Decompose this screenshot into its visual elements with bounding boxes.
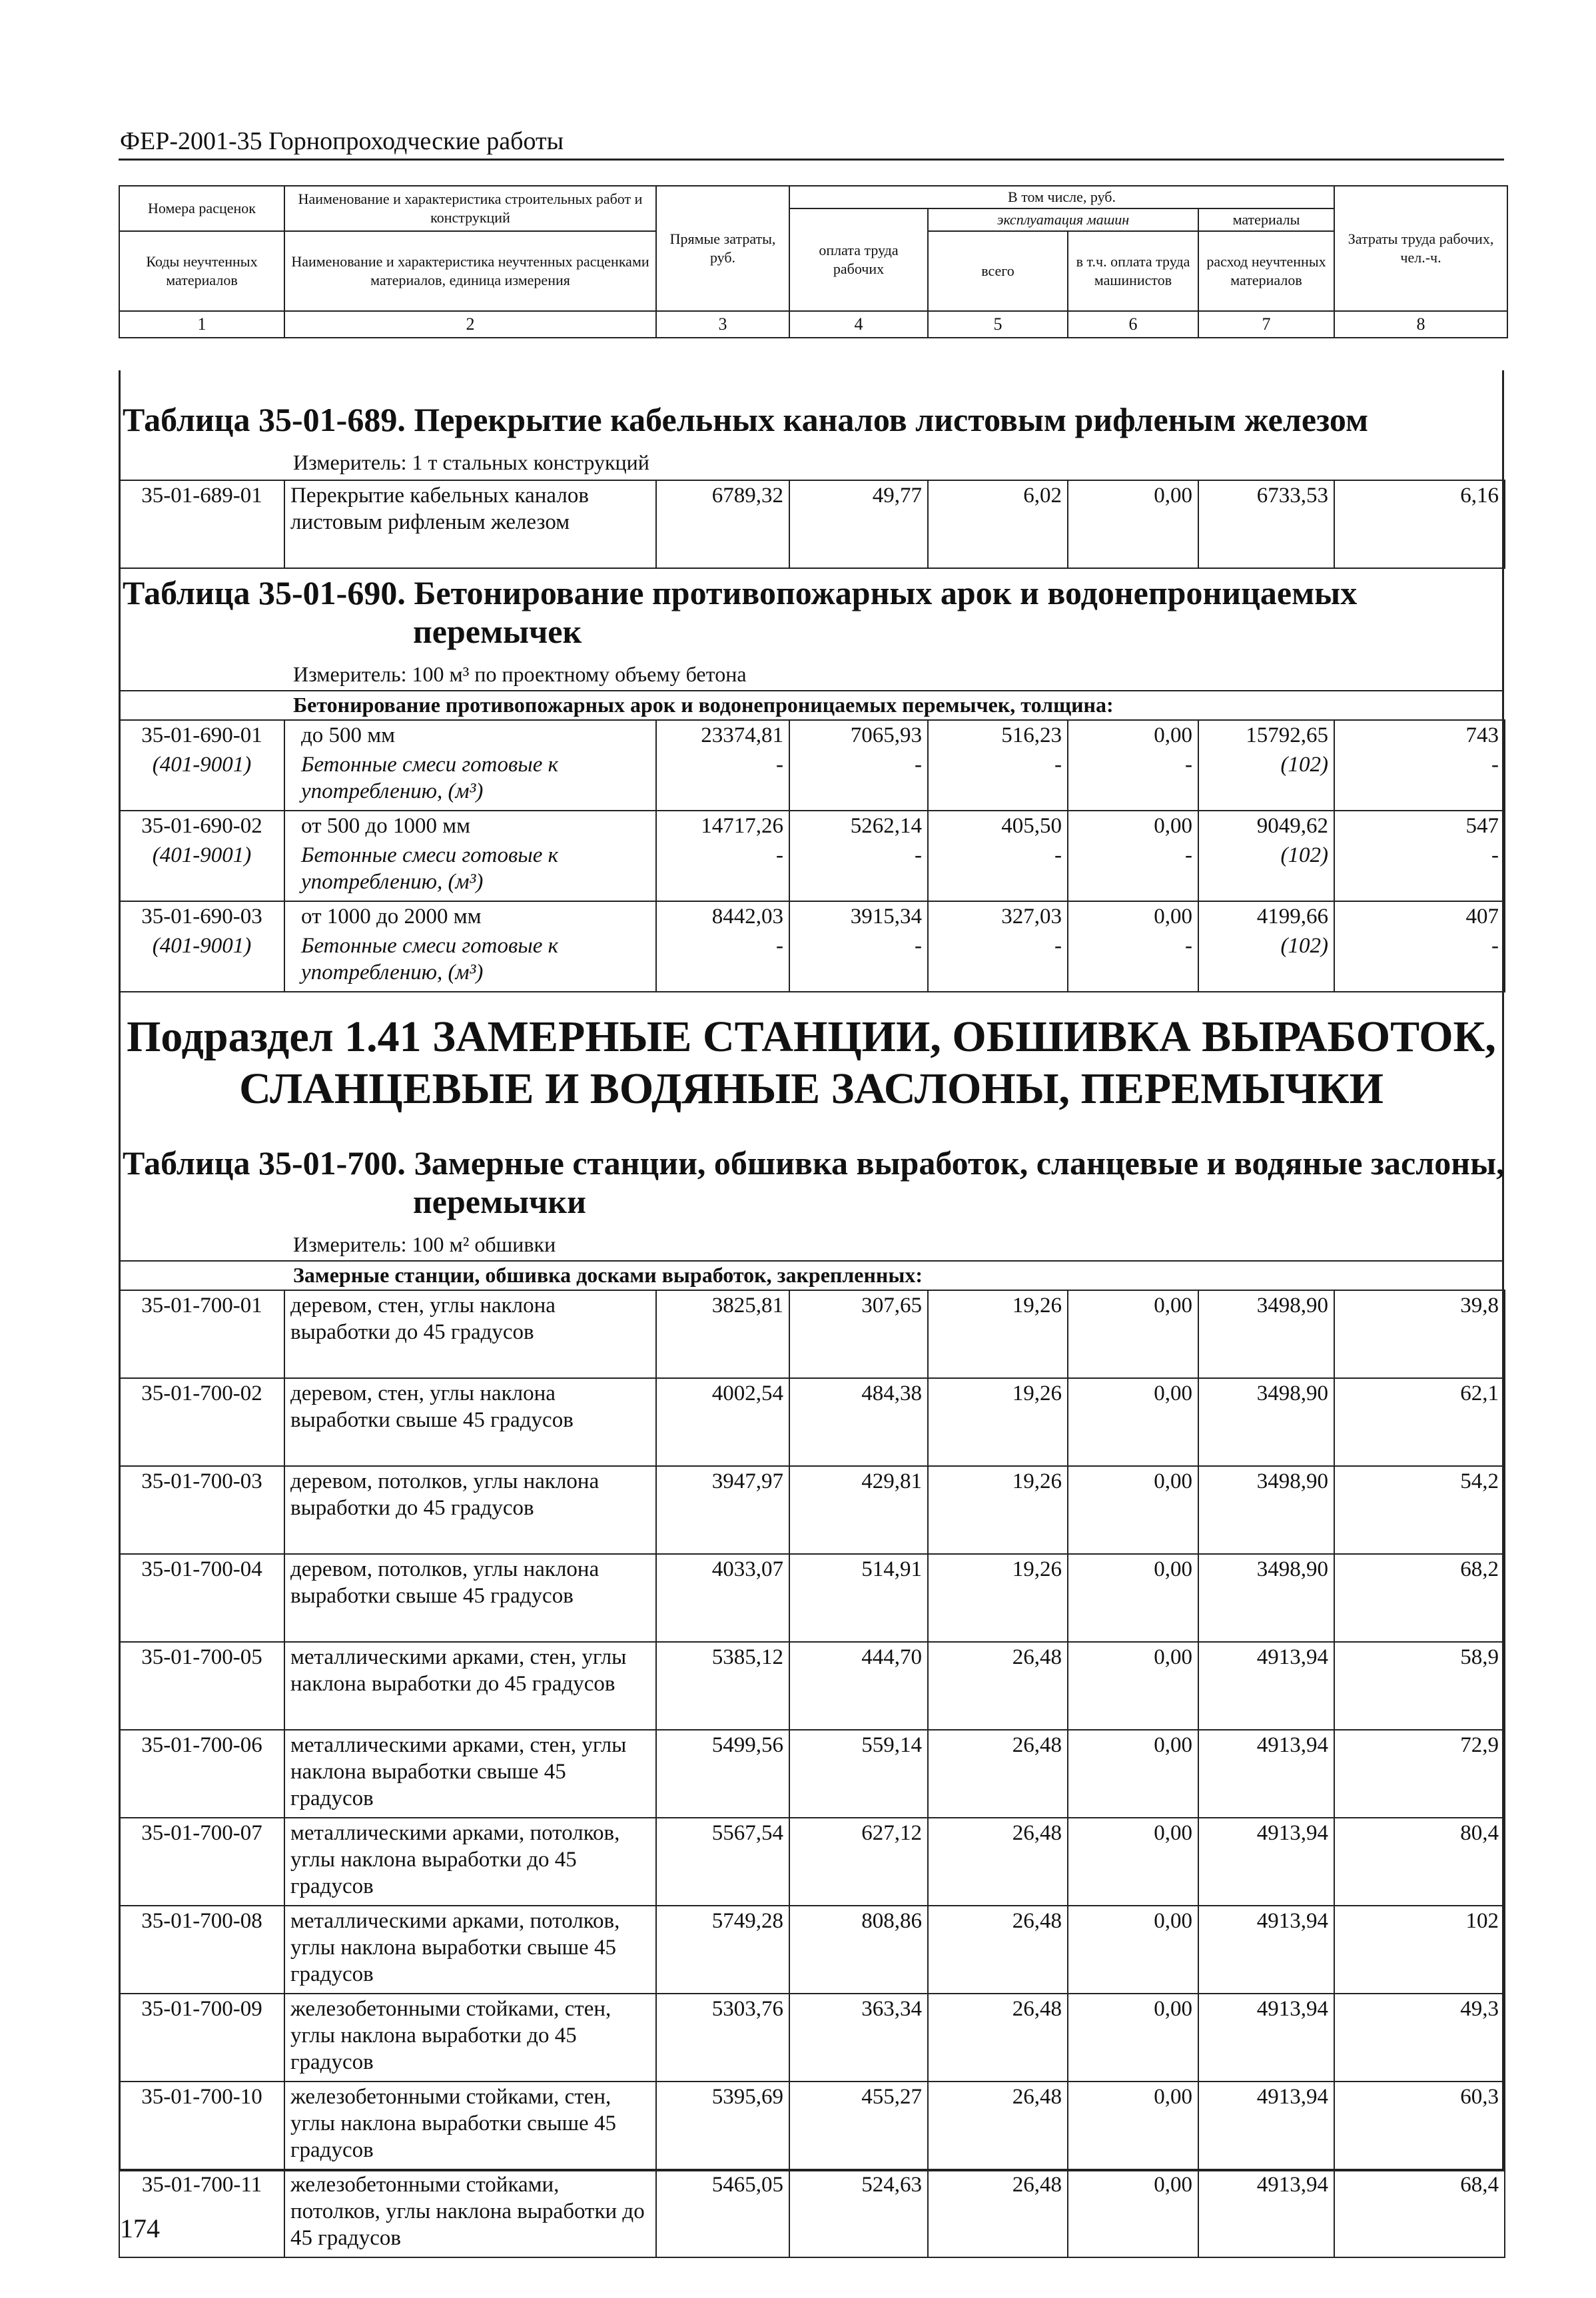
material-name: Бетонные смеси готовые к употреблению, (м³) [284,931,656,992]
table-row [119,1906,1505,1994]
row-labor: 60,3 [1334,2082,1505,2169]
col-num: 1 [119,311,284,338]
row-direct: 5303,76 [656,1994,789,2082]
row-pay: 429,81 [789,1466,928,1554]
row-name: металлическими арками, потолков, углы наклона выработки свыше 45 градусов [284,1906,656,1994]
row-direct: 5567,54 [656,1818,789,1906]
col-num: 3 [656,311,789,338]
row-mach-pay: 0,00 [1068,2082,1198,2169]
row-code: 35-01-700-08 [119,1906,284,1994]
row-mach: 26,48 [928,1730,1068,1818]
material-code: (401-9001) [119,931,284,992]
col-num: 4 [789,311,928,338]
row-code: 35-01-689-01 [119,480,284,568]
row-pay: 307,65 [789,1290,928,1378]
row-mach-pay: 0,00 [1068,1818,1198,1906]
row-labor: 743 [1334,720,1505,750]
row-code: 35-01-700-01 [119,1290,284,1378]
row-pay: 455,27 [789,2082,928,2169]
row-mat: 3498,90 [1198,1554,1334,1642]
row-code: 35-01-700-07 [119,1818,284,1906]
row-mach-pay: 0,00 [1068,1290,1198,1378]
row-direct: 5385,12 [656,1642,789,1730]
row-mach-pay: 0,00 [1068,1466,1198,1554]
row-mat: 3498,90 [1198,1466,1334,1554]
row-labor: 62,1 [1334,1378,1505,1466]
row-pay: 514,91 [789,1554,928,1642]
row-mat: 3498,90 [1198,1290,1334,1378]
col-num: 2 [284,311,656,338]
row-labor: 39,8 [1334,1290,1505,1378]
row-code: 35-01-690-01 [119,720,284,750]
row-mach-pay: 0,00 [1068,1554,1198,1642]
head-codes-bottom: Коды неучтенных материалов [119,231,284,311]
row-name: металлическими арками, стен, углы наклона выработки свыше 45 градусов [284,1730,656,1818]
row-name: железобетонными стойками, стен, углы наклона выработки до 45 градусов [284,1994,656,2082]
row-direct: 6789,32 [656,480,789,568]
head-machines: эксплуатация машин [928,208,1198,231]
row-mach-pay: 0,00 [1068,901,1198,931]
row-pay: 627,12 [789,1818,928,1906]
row-name: деревом, потолков, углы наклона выработки свыше 45 градусов [284,1554,656,1642]
material-row [119,931,1505,992]
row-labor: 407 [1334,901,1505,931]
row-mach: 26,48 [928,1642,1068,1730]
table-690-measure: Измеритель: 100 м³ по проектному объему бетона [293,662,747,686]
row-code: 35-01-700-06 [119,1730,284,1818]
row-mat: 4913,94 [1198,1906,1334,1994]
row-mat: 4913,94 [1198,1818,1334,1906]
table-row [119,2169,1505,2257]
row-labor: 54,2 [1334,1466,1505,1554]
table-690-title-cont: перемычек [413,613,582,650]
table-row [119,720,1505,750]
material-qty: (102) [1198,931,1334,992]
table-700 [119,1290,1505,2258]
page-number: 174 [120,2213,160,2243]
row-direct: 5499,56 [656,1730,789,1818]
row-pay: 484,38 [789,1378,928,1466]
row-mach: 19,26 [928,1466,1068,1554]
table-700-measure: Измеритель: 100 м² обшивки [293,1232,556,1256]
row-name: деревом, потолков, углы наклона выработки до 45 градусов [284,1466,656,1554]
table-689 [119,480,1505,569]
rule [119,1260,1504,1262]
row-labor: 72,9 [1334,1730,1505,1818]
material-row [119,750,1505,811]
head-including: В том числе, руб. [789,186,1334,208]
row-pay: 808,86 [789,1906,928,1994]
row-mach-pay: 0,00 [1068,1642,1198,1730]
row-direct: 23374,81 [656,720,789,750]
row-direct: 5749,28 [656,1906,789,1994]
head-materials: материалы [1198,208,1334,231]
row-mach-pay: 0,00 [1068,1994,1198,2082]
row-name: от 500 до 1000 мм [284,811,656,841]
row-mach: 405,50 [928,811,1068,841]
row-mach-pay: 0,00 [1068,2169,1198,2257]
row-code: 35-01-700-09 [119,1994,284,2082]
row-mach: 19,26 [928,1554,1068,1642]
row-direct: 4002,54 [656,1378,789,1466]
table-689-measure: Измеритель: 1 т стальных конструкций [293,450,649,474]
row-pay: 49,77 [789,480,928,568]
row-name: железобетонными стойками, потолков, углы наклона выработки до 45 градусов [284,2169,656,2257]
row-name: металлическими арками, стен, углы наклона выработки до 45 градусов [284,1642,656,1730]
row-mat: 3498,90 [1198,1378,1334,1466]
table-700-title: Таблица 35-01-700. Замерные станции, обшивка выработок, сланцевые и водяные заслоны, [123,1144,1505,1182]
row-code: 35-01-700-10 [119,2082,284,2169]
row-mach: 327,03 [928,901,1068,931]
material-name: Бетонные смеси готовые к употреблению, (м³) [284,841,656,901]
row-code: 35-01-700-05 [119,1642,284,1730]
material-labor: - [1334,750,1505,811]
material-code: (401-9001) [119,750,284,811]
column-header-table [119,185,1508,338]
material-mach-pay: - [1068,841,1198,901]
head-material-use: расход неучтенных материалов [1198,231,1334,311]
table-690 [119,719,1505,992]
row-pay: 559,14 [789,1730,928,1818]
row-pay: 444,70 [789,1642,928,1730]
row-labor: 6,16 [1334,480,1505,568]
material-direct: - [656,841,789,901]
row-name: до 500 мм [284,720,656,750]
row-name: железобетонными стойками, стен, углы наклона выработки свыше 45 градусов [284,2082,656,2169]
row-mach-pay: 0,00 [1068,480,1198,568]
row-mach: 19,26 [928,1290,1068,1378]
row-code: 35-01-690-02 [119,811,284,841]
row-direct: 5395,69 [656,2082,789,2169]
row-mat: 4913,94 [1198,1730,1334,1818]
table-row [119,901,1505,931]
table-row [119,2082,1505,2169]
head-name-top: Наименование и характеристика строительных работ и конструкций [284,186,656,231]
table-row [119,1730,1505,1818]
row-labor: 58,9 [1334,1642,1505,1730]
row-labor: 68,4 [1334,2169,1505,2257]
row-mach: 516,23 [928,720,1068,750]
subsection-title-cont: СЛАНЦЕВЫЕ И ВОДЯНЫЕ ЗАСЛОНЫ, ПЕРЕМЫЧКИ [239,1064,1384,1113]
row-pay: 5262,14 [789,811,928,841]
material-name: Бетонные смеси готовые к употреблению, (м³) [284,750,656,811]
row-mach-pay: 0,00 [1068,1378,1198,1466]
table-row [119,1994,1505,2082]
table-700-group: Замерные станции, обшивка досками выработок, закрепленных: [293,1263,923,1287]
row-direct: 14717,26 [656,811,789,841]
material-mach-pay: - [1068,750,1198,811]
material-mach: - [928,931,1068,992]
material-mach: - [928,841,1068,901]
material-pay: - [789,841,928,901]
row-mach: 19,26 [928,1378,1068,1466]
material-pay: - [789,750,928,811]
row-code: 35-01-700-02 [119,1378,284,1466]
row-mach-pay: 0,00 [1068,720,1198,750]
table-row [119,1466,1505,1554]
row-name: деревом, стен, углы наклона выработки до 45 градусов [284,1290,656,1378]
table-700-body [119,1290,1505,2257]
row-labor: 547 [1334,811,1505,841]
table-row [119,1642,1505,1730]
head-labor: Затраты труда рабочих, чел.-ч. [1334,186,1507,311]
row-mat: 4913,94 [1198,1642,1334,1730]
row-pay: 524,63 [789,2169,928,2257]
row-name: Перекрытие кабельных каналов листовым рифленым железом [284,480,656,568]
row-mach: 26,48 [928,2169,1068,2257]
head-machines-total: всего [928,231,1068,311]
col-num: 6 [1068,311,1198,338]
table-row [119,480,1505,568]
head-codes-top: Номера расценок [119,186,284,231]
head-machinist-pay: в т.ч. оплата труда машинистов [1068,231,1198,311]
row-mach: 26,48 [928,1906,1068,1994]
row-mach: 26,48 [928,1994,1068,2082]
row-labor: 102 [1334,1906,1505,1994]
row-pay: 3915,34 [789,901,928,931]
table-row [119,1554,1505,1642]
row-code: 35-01-700-11 [119,2169,284,2257]
table-690-title: Таблица 35-01-690. Бетонирование противопожарных арок и водонепроницаемых [123,574,1358,611]
col-num: 5 [928,311,1068,338]
row-labor: 80,4 [1334,1818,1505,1906]
row-mach-pay: 0,00 [1068,1730,1198,1818]
material-mach: - [928,750,1068,811]
row-labor: 68,2 [1334,1554,1505,1642]
row-name: деревом, стен, углы наклона выработки свыше 45 градусов [284,1378,656,1466]
table-row [119,1290,1505,1378]
row-code: 35-01-700-03 [119,1466,284,1554]
row-mat: 9049,62 [1198,811,1334,841]
row-name: от 1000 до 2000 мм [284,901,656,931]
material-direct: - [656,750,789,811]
material-qty: (102) [1198,750,1334,811]
row-mach-pay: 0,00 [1068,1906,1198,1994]
col-num: 8 [1334,311,1507,338]
material-qty: (102) [1198,841,1334,901]
head-direct-costs: Прямые затраты, руб. [656,186,789,311]
row-code: 35-01-690-03 [119,901,284,931]
row-mat: 4199,66 [1198,901,1334,931]
material-pay: - [789,931,928,992]
rule [119,690,1504,691]
row-mat: 6733,53 [1198,480,1334,568]
table-row [119,811,1505,841]
row-mach: 6,02 [928,480,1068,568]
table-row [119,1818,1505,1906]
row-code: 35-01-700-04 [119,1554,284,1642]
head-name-bottom: Наименование и характеристика неучтенных расценками материалов, единица измерения [284,231,656,311]
table-690-group: Бетонирование противопожарных арок и водонепроницаемых перемычек, толщина: [293,693,1114,717]
material-labor: - [1334,931,1505,992]
material-mach-pay: - [1068,931,1198,992]
row-pay: 363,34 [789,1994,928,2082]
row-name: металлическими арками, потолков, углы наклона выработки до 45 градусов [284,1818,656,1906]
head-worker-pay: оплата труда рабочих [789,208,928,311]
row-direct: 3825,81 [656,1290,789,1378]
row-direct: 5465,05 [656,2169,789,2257]
row-mat: 15792,65 [1198,720,1334,750]
row-mat: 4913,94 [1198,2082,1334,2169]
page-header: ФЕР-2001-35 Горнопроходческие работы [120,127,564,155]
col-num: 7 [1198,311,1334,338]
row-mat: 4913,94 [1198,1994,1334,2082]
table-689-title: Таблица 35-01-689. Перекрытие кабельных каналов листовым рифленым железом [123,401,1369,438]
material-labor: - [1334,841,1505,901]
subsection-title: Подраздел 1.41 ЗАМЕРНЫЕ СТАНЦИИ, ОБШИВКА ВЫРАБОТОК, [127,1012,1496,1061]
table-700-title-cont: перемычки [413,1183,586,1220]
header-rule [119,159,1504,161]
material-direct: - [656,931,789,992]
table-row [119,1378,1505,1466]
row-direct: 3947,97 [656,1466,789,1554]
row-labor: 49,3 [1334,1994,1505,2082]
material-row [119,841,1505,901]
material-code: (401-9001) [119,841,284,901]
row-direct: 8442,03 [656,901,789,931]
row-mach-pay: 0,00 [1068,811,1198,841]
row-mach: 26,48 [928,2082,1068,2169]
row-mat: 4913,94 [1198,2169,1334,2257]
row-pay: 7065,93 [789,720,928,750]
row-direct: 4033,07 [656,1554,789,1642]
row-mach: 26,48 [928,1818,1068,1906]
